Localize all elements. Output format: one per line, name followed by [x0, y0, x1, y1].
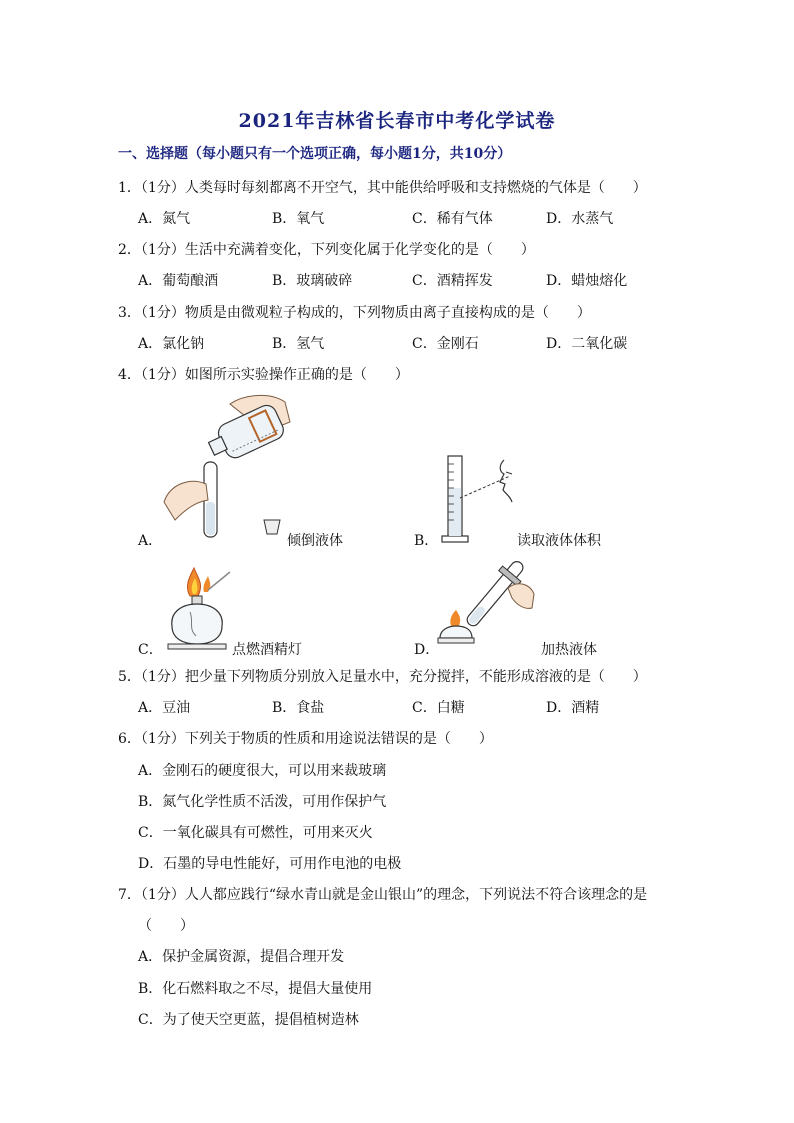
- q6-option-c[interactable]: C．一氧化碳具有可燃性，可用来灭火: [138, 825, 373, 841]
- q3-option-b[interactable]: B．氢气: [272, 336, 325, 352]
- caption-heating-liquid: 加热液体: [541, 642, 597, 658]
- figure-pouring-liquid: [160, 392, 300, 544]
- question-7-blank: （ ）: [138, 918, 194, 934]
- q2-option-b[interactable]: B．玻璃破碎: [272, 273, 353, 289]
- q6-option-b[interactable]: B．氮气化学性质不活泼，可用作保护气: [138, 794, 387, 810]
- section-heading: 一、选择题（每小题只有一个选项正确，每小题1分，共10分）: [118, 146, 512, 162]
- q2-option-c[interactable]: C．酒精挥发: [412, 273, 493, 289]
- q2-option-d[interactable]: D．蜡烛熔化: [546, 273, 628, 289]
- caption-lighting-lamp: 点燃酒精灯: [232, 642, 302, 658]
- question-7-stem: 7．（1分）人人都应践行“绿水青山就是金山银山”的理念，下列说法不符合该理念的是: [118, 887, 648, 903]
- q6-option-a[interactable]: A．金刚石的硬度很大，可以用来裁玻璃: [138, 763, 387, 779]
- q4-option-d[interactable]: D．: [414, 642, 440, 658]
- q5-option-b[interactable]: B．食盐: [272, 700, 325, 716]
- q1-option-a[interactable]: A．氮气: [138, 211, 191, 227]
- q1-option-b[interactable]: B．氧气: [272, 211, 325, 227]
- q6-option-d[interactable]: D．石墨的导电性能好，可用作电池的电极: [138, 856, 402, 872]
- question-3-stem: 3．（1分）物质是由微观粒子构成的，下列物质由离子直接构成的是（ ）: [118, 305, 591, 321]
- question-1-stem: 1．（1分）人类每时每刻都离不开空气，其中能供给呼吸和支持燃烧的气体是（ ）: [118, 180, 647, 196]
- q2-option-a[interactable]: A．葡萄酿酒: [138, 273, 219, 289]
- question-5-stem: 5．（1分）把少量下列物质分别放入足量水中，充分搅拌，不能形成溶液的是（ ）: [118, 669, 647, 685]
- caption-pouring-liquid: 倾倒液体: [287, 533, 343, 549]
- q1-option-d[interactable]: D．水蒸气: [546, 211, 614, 227]
- q3-option-a[interactable]: A．氯化钠: [138, 336, 205, 352]
- q7-option-a[interactable]: A．保护金属资源，提倡合理开发: [138, 949, 345, 965]
- q3-option-c[interactable]: C．金刚石: [412, 336, 479, 352]
- q5-option-d[interactable]: D．酒精: [546, 700, 600, 716]
- question-6-stem: 6．（1分）下列关于物质的性质和用途说法错误的是（ ）: [118, 731, 493, 747]
- question-4-stem: 4．（1分）如图所示实验操作正确的是（ ）: [118, 367, 409, 383]
- q7-option-c[interactable]: C．为了使天空更蓝，提倡植树造林: [138, 1012, 359, 1028]
- q5-option-a[interactable]: A．豆油: [138, 700, 191, 716]
- q4-option-b[interactable]: B．: [414, 533, 439, 549]
- exam-title: 2021年吉林省长春市中考化学试卷: [238, 110, 556, 132]
- question-2-stem: 2．（1分）生活中充满着变化，下列变化属于化学变化的是（ ）: [118, 242, 535, 258]
- caption-reading-volume: 读取液体体积: [517, 533, 601, 549]
- q1-option-c[interactable]: C．稀有气体: [412, 211, 493, 227]
- q3-option-d[interactable]: D．二氧化碳: [546, 336, 628, 352]
- q7-option-b[interactable]: B．化石燃料取之不尽，提倡大量使用: [138, 981, 373, 997]
- figure-lighting-lamp: [160, 566, 240, 652]
- figure-heating-liquid: [434, 558, 540, 652]
- q4-option-c[interactable]: C．: [138, 642, 163, 658]
- q5-option-c[interactable]: C．白糖: [412, 700, 465, 716]
- q4-option-a[interactable]: A．: [138, 533, 163, 549]
